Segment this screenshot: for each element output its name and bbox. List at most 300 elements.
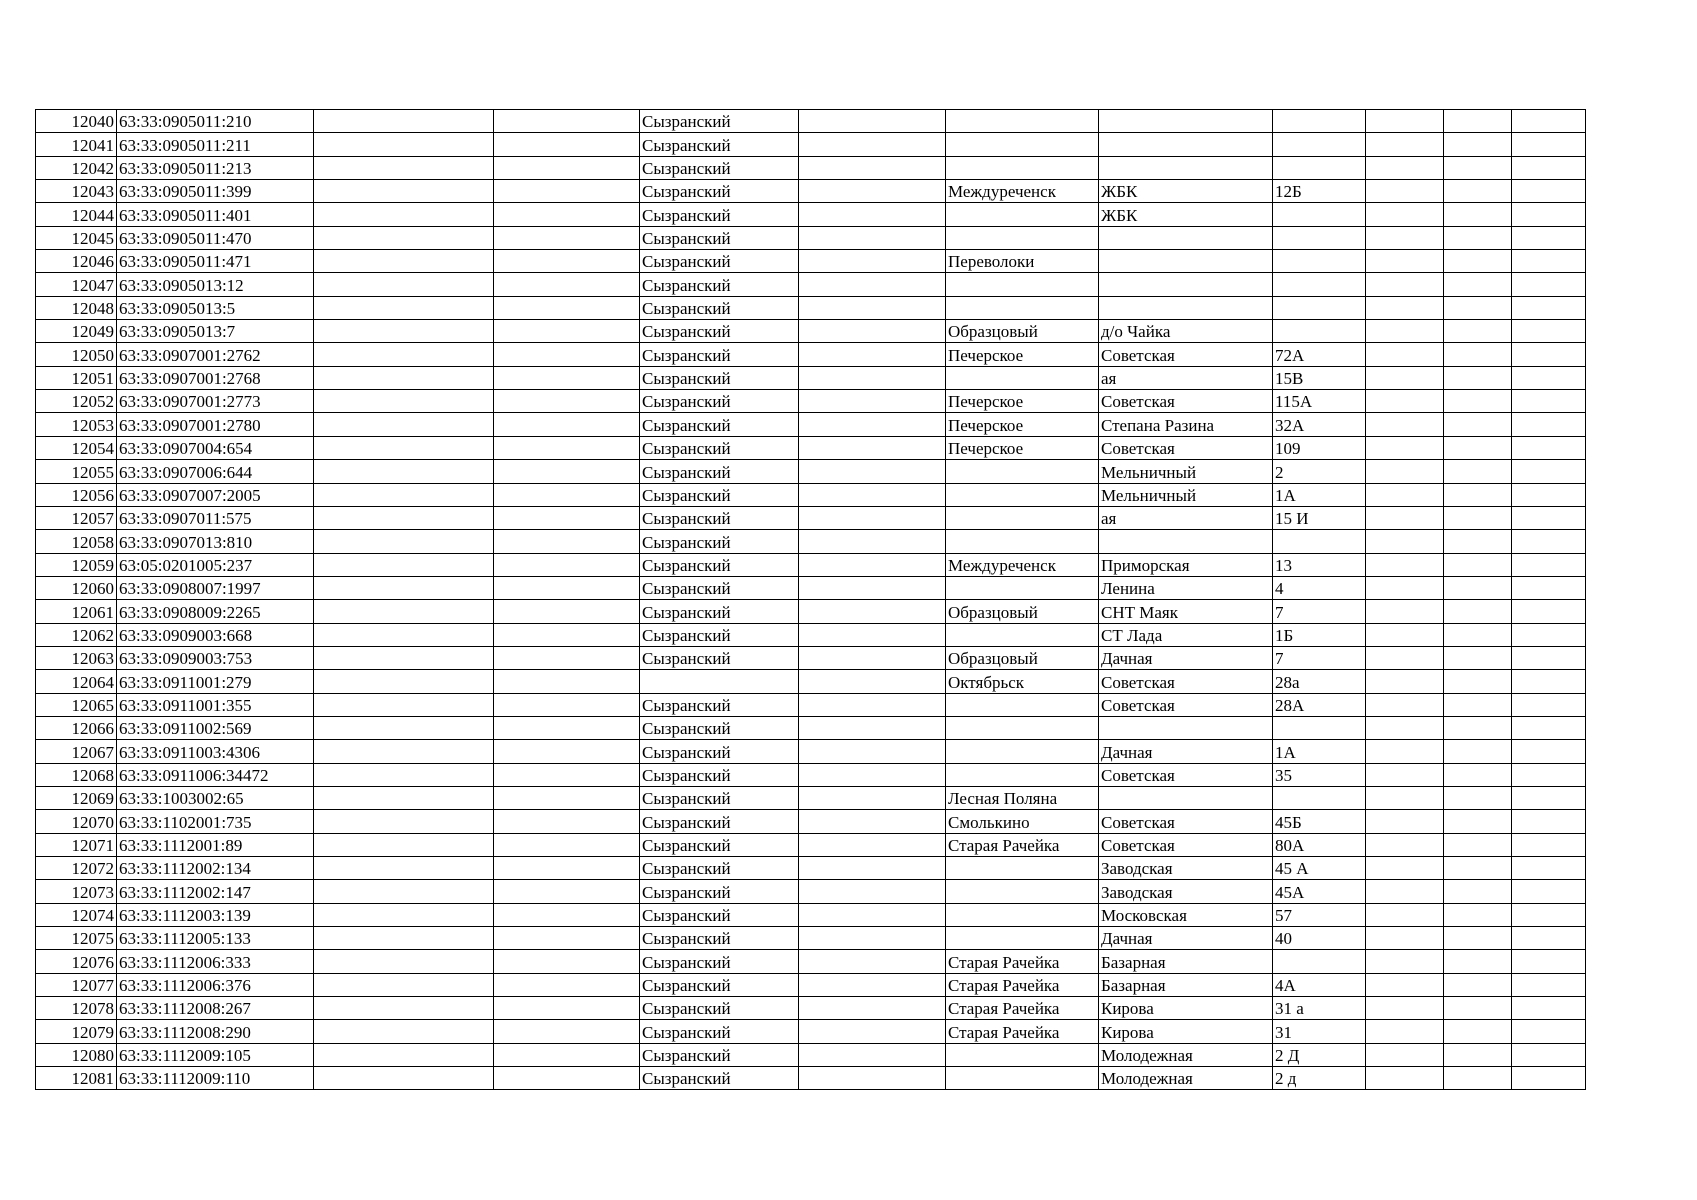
empty-column-cell xyxy=(799,180,946,203)
house-number-cell: 28А xyxy=(1273,693,1366,716)
district-cell: Сызранский xyxy=(640,763,799,786)
empty-column-cell xyxy=(1512,553,1586,576)
street-cell: ЖБК xyxy=(1099,180,1273,203)
empty-column-cell xyxy=(1444,670,1512,693)
empty-column-cell xyxy=(799,786,946,809)
row-number-cell: 12078 xyxy=(36,997,117,1020)
house-number-cell: 12Б xyxy=(1273,180,1366,203)
table-row xyxy=(36,903,1586,926)
house-number-cell xyxy=(1273,530,1366,553)
empty-column-cell xyxy=(799,927,946,950)
house-number-cell: 28а xyxy=(1273,670,1366,693)
district-cell: Сызранский xyxy=(640,530,799,553)
locality-cell: Смолькино xyxy=(946,810,1099,833)
row-number-cell: 12042 xyxy=(36,156,117,179)
locality-cell xyxy=(946,1043,1099,1066)
empty-column-cell xyxy=(494,436,640,459)
district-cell: Сызранский xyxy=(640,460,799,483)
empty-column-cell xyxy=(1366,110,1444,133)
empty-column-cell xyxy=(1444,320,1512,343)
table-row xyxy=(36,576,1586,599)
row-number-cell: 12070 xyxy=(36,810,117,833)
row-number-cell: 12061 xyxy=(36,600,117,623)
empty-column-cell xyxy=(1512,226,1586,249)
empty-column-cell xyxy=(1512,880,1586,903)
locality-cell xyxy=(946,857,1099,880)
locality-cell: Образцовый xyxy=(946,600,1099,623)
row-number-cell: 12074 xyxy=(36,903,117,926)
empty-column-cell xyxy=(1444,553,1512,576)
cadastral-number-cell: 63:33:1112008:267 xyxy=(117,997,314,1020)
empty-column-cell xyxy=(494,180,640,203)
empty-column-cell xyxy=(314,973,494,996)
district-cell: Сызранский xyxy=(640,600,799,623)
locality-cell xyxy=(946,903,1099,926)
table-row xyxy=(36,833,1586,856)
house-number-cell xyxy=(1273,203,1366,226)
locality-cell xyxy=(946,366,1099,389)
empty-column-cell xyxy=(799,1043,946,1066)
empty-column-cell xyxy=(494,530,640,553)
empty-column-cell xyxy=(1444,880,1512,903)
empty-column-cell xyxy=(1366,390,1444,413)
house-number-cell: 1Б xyxy=(1273,623,1366,646)
table-row xyxy=(36,413,1586,436)
locality-cell: Печерское xyxy=(946,343,1099,366)
empty-column-cell xyxy=(1512,413,1586,436)
district-cell: Сызранский xyxy=(640,646,799,669)
house-number-cell: 45А xyxy=(1273,880,1366,903)
street-cell: Московская xyxy=(1099,903,1273,926)
empty-column-cell xyxy=(1444,180,1512,203)
row-number-cell: 12046 xyxy=(36,250,117,273)
district-cell: Сызранский xyxy=(640,390,799,413)
locality-cell xyxy=(946,576,1099,599)
empty-column-cell xyxy=(314,810,494,833)
empty-column-cell xyxy=(1366,716,1444,739)
empty-column-cell xyxy=(1512,110,1586,133)
empty-column-cell xyxy=(494,320,640,343)
empty-column-cell xyxy=(314,997,494,1020)
locality-cell: Старая Рачейка xyxy=(946,973,1099,996)
empty-column-cell xyxy=(314,927,494,950)
cadastral-number-cell: 63:33:0911001:279 xyxy=(117,670,314,693)
empty-column-cell xyxy=(799,250,946,273)
table-row xyxy=(36,997,1586,1020)
cadastral-number-cell: 63:33:0905011:399 xyxy=(117,180,314,203)
empty-column-cell xyxy=(799,763,946,786)
empty-column-cell xyxy=(1366,670,1444,693)
empty-column-cell xyxy=(1366,296,1444,319)
district-cell: Сызранский xyxy=(640,997,799,1020)
empty-column-cell xyxy=(494,343,640,366)
district-cell: Сызранский xyxy=(640,320,799,343)
row-number-cell: 12081 xyxy=(36,1067,117,1090)
locality-cell xyxy=(946,460,1099,483)
house-number-cell: 57 xyxy=(1273,903,1366,926)
empty-column-cell xyxy=(799,273,946,296)
empty-column-cell xyxy=(1366,763,1444,786)
empty-column-cell xyxy=(1512,180,1586,203)
district-cell: Сызранский xyxy=(640,716,799,739)
empty-column-cell xyxy=(1366,553,1444,576)
empty-column-cell xyxy=(1512,973,1586,996)
empty-column-cell xyxy=(314,110,494,133)
cadastral-number-cell: 63:33:1112003:139 xyxy=(117,903,314,926)
empty-column-cell xyxy=(1444,950,1512,973)
cadastral-number-cell: 63:33:1112006:376 xyxy=(117,973,314,996)
district-cell: Сызранский xyxy=(640,250,799,273)
locality-cell xyxy=(946,716,1099,739)
house-number-cell: 31 а xyxy=(1273,997,1366,1020)
empty-column-cell xyxy=(1366,950,1444,973)
locality-cell xyxy=(946,226,1099,249)
empty-column-cell xyxy=(494,833,640,856)
empty-column-cell xyxy=(1444,927,1512,950)
locality-cell: Печерское xyxy=(946,413,1099,436)
empty-column-cell xyxy=(494,880,640,903)
house-number-cell: 72А xyxy=(1273,343,1366,366)
empty-column-cell xyxy=(1512,133,1586,156)
empty-column-cell xyxy=(1366,460,1444,483)
empty-column-cell xyxy=(1512,366,1586,389)
empty-column-cell xyxy=(1444,786,1512,809)
empty-column-cell xyxy=(1512,927,1586,950)
table-row xyxy=(36,366,1586,389)
cadastral-number-cell: 63:33:0911006:34472 xyxy=(117,763,314,786)
empty-column-cell xyxy=(494,203,640,226)
row-number-cell: 12052 xyxy=(36,390,117,413)
table-row xyxy=(36,320,1586,343)
table-row xyxy=(36,857,1586,880)
empty-column-cell xyxy=(1366,156,1444,179)
empty-column-cell xyxy=(799,740,946,763)
empty-column-cell xyxy=(314,343,494,366)
house-number-cell: 2 xyxy=(1273,460,1366,483)
empty-column-cell xyxy=(1512,296,1586,319)
table-row xyxy=(36,693,1586,716)
locality-cell: Печерское xyxy=(946,390,1099,413)
empty-column-cell xyxy=(1366,133,1444,156)
empty-column-cell xyxy=(494,273,640,296)
empty-column-cell xyxy=(1512,950,1586,973)
empty-column-cell xyxy=(1512,506,1586,529)
locality-cell xyxy=(946,763,1099,786)
empty-column-cell xyxy=(799,343,946,366)
empty-column-cell xyxy=(1512,203,1586,226)
cadastral-number-cell: 63:33:0905011:401 xyxy=(117,203,314,226)
street-cell: Степана Разина xyxy=(1099,413,1273,436)
empty-column-cell xyxy=(494,156,640,179)
row-number-cell: 12060 xyxy=(36,576,117,599)
empty-column-cell xyxy=(1512,786,1586,809)
district-cell: Сызранский xyxy=(640,1043,799,1066)
empty-column-cell xyxy=(1366,997,1444,1020)
house-number-cell xyxy=(1273,786,1366,809)
house-number-cell: 80А xyxy=(1273,833,1366,856)
empty-column-cell xyxy=(1444,296,1512,319)
empty-column-cell xyxy=(494,506,640,529)
cadastral-number-cell: 63:33:0907001:2768 xyxy=(117,366,314,389)
table-row xyxy=(36,156,1586,179)
empty-column-cell xyxy=(1366,693,1444,716)
locality-cell xyxy=(946,156,1099,179)
empty-column-cell xyxy=(1444,740,1512,763)
cadastral-number-cell: 63:33:0905013:5 xyxy=(117,296,314,319)
row-number-cell: 12050 xyxy=(36,343,117,366)
district-cell: Сызранский xyxy=(640,366,799,389)
empty-column-cell xyxy=(494,390,640,413)
empty-column-cell xyxy=(314,250,494,273)
empty-column-cell xyxy=(1444,436,1512,459)
empty-column-cell xyxy=(494,600,640,623)
cadastral-number-cell: 63:33:0907001:2773 xyxy=(117,390,314,413)
empty-column-cell xyxy=(1444,226,1512,249)
street-cell: Молодежная xyxy=(1099,1043,1273,1066)
house-number-cell xyxy=(1273,716,1366,739)
empty-column-cell xyxy=(314,950,494,973)
empty-column-cell xyxy=(1366,1067,1444,1090)
empty-column-cell xyxy=(1366,857,1444,880)
empty-column-cell xyxy=(1512,1043,1586,1066)
empty-column-cell xyxy=(1512,646,1586,669)
empty-column-cell xyxy=(494,950,640,973)
cadastral-number-cell: 63:33:1112009:105 xyxy=(117,1043,314,1066)
empty-column-cell xyxy=(799,903,946,926)
table-row xyxy=(36,530,1586,553)
empty-column-cell xyxy=(1366,973,1444,996)
district-cell: Сызранский xyxy=(640,436,799,459)
street-cell: Дачная xyxy=(1099,927,1273,950)
table-row xyxy=(36,296,1586,319)
cadastral-number-cell: 63:33:1102001:735 xyxy=(117,810,314,833)
row-number-cell: 12045 xyxy=(36,226,117,249)
empty-column-cell xyxy=(494,1020,640,1043)
district-cell: Сызранский xyxy=(640,810,799,833)
street-cell: Базарная xyxy=(1099,950,1273,973)
table-row xyxy=(36,810,1586,833)
table-row xyxy=(36,623,1586,646)
empty-column-cell xyxy=(1444,413,1512,436)
house-number-cell xyxy=(1273,320,1366,343)
cadastral-number-cell: 63:33:0907013:810 xyxy=(117,530,314,553)
row-number-cell: 12067 xyxy=(36,740,117,763)
street-cell: Советская xyxy=(1099,693,1273,716)
empty-column-cell xyxy=(494,576,640,599)
house-number-cell: 1А xyxy=(1273,483,1366,506)
empty-column-cell xyxy=(1444,763,1512,786)
empty-column-cell xyxy=(494,460,640,483)
street-cell: Советская xyxy=(1099,763,1273,786)
district-cell: Сызранский xyxy=(640,1020,799,1043)
row-number-cell: 12053 xyxy=(36,413,117,436)
district-cell: Сызранский xyxy=(640,273,799,296)
cadastral-number-cell: 63:05:0201005:237 xyxy=(117,553,314,576)
street-cell: Кирова xyxy=(1099,997,1273,1020)
house-number-cell: 115А xyxy=(1273,390,1366,413)
row-number-cell: 12077 xyxy=(36,973,117,996)
empty-column-cell xyxy=(1512,623,1586,646)
locality-cell xyxy=(946,530,1099,553)
cadastral-number-cell: 63:33:0907007:2005 xyxy=(117,483,314,506)
row-number-cell: 12054 xyxy=(36,436,117,459)
empty-column-cell xyxy=(799,530,946,553)
empty-column-cell xyxy=(494,997,640,1020)
empty-column-cell xyxy=(1366,903,1444,926)
empty-column-cell xyxy=(1444,600,1512,623)
street-cell: ая xyxy=(1099,506,1273,529)
street-cell: Советская xyxy=(1099,833,1273,856)
table-row xyxy=(36,343,1586,366)
house-number-cell xyxy=(1273,110,1366,133)
cadastral-number-cell: 63:33:0908007:1997 xyxy=(117,576,314,599)
row-number-cell: 12044 xyxy=(36,203,117,226)
empty-column-cell xyxy=(1444,273,1512,296)
empty-column-cell xyxy=(494,483,640,506)
cadastral-number-cell: 63:33:0907011:575 xyxy=(117,506,314,529)
street-cell: Советская xyxy=(1099,390,1273,413)
locality-cell xyxy=(946,133,1099,156)
empty-column-cell xyxy=(1444,973,1512,996)
row-number-cell: 12069 xyxy=(36,786,117,809)
street-cell xyxy=(1099,250,1273,273)
house-number-cell xyxy=(1273,226,1366,249)
empty-column-cell xyxy=(799,857,946,880)
empty-column-cell xyxy=(494,693,640,716)
table-row xyxy=(36,390,1586,413)
table-row xyxy=(36,460,1586,483)
empty-column-cell xyxy=(799,483,946,506)
house-number-cell: 45 А xyxy=(1273,857,1366,880)
street-cell: ая xyxy=(1099,366,1273,389)
district-cell xyxy=(640,670,799,693)
empty-column-cell xyxy=(1366,226,1444,249)
empty-column-cell xyxy=(314,716,494,739)
empty-column-cell xyxy=(1512,156,1586,179)
empty-column-cell xyxy=(1366,1020,1444,1043)
table-row xyxy=(36,763,1586,786)
table-row xyxy=(36,973,1586,996)
empty-column-cell xyxy=(1512,740,1586,763)
locality-cell: Печерское xyxy=(946,436,1099,459)
empty-column-cell xyxy=(1512,600,1586,623)
empty-column-cell xyxy=(314,320,494,343)
empty-column-cell xyxy=(799,506,946,529)
district-cell: Сызранский xyxy=(640,203,799,226)
empty-column-cell xyxy=(1444,997,1512,1020)
district-cell: Сызранский xyxy=(640,740,799,763)
empty-column-cell xyxy=(1366,413,1444,436)
empty-column-cell xyxy=(799,1020,946,1043)
cadastral-number-cell: 63:33:1112005:133 xyxy=(117,927,314,950)
empty-column-cell xyxy=(314,1043,494,1066)
empty-column-cell xyxy=(799,553,946,576)
street-cell: Дачная xyxy=(1099,646,1273,669)
empty-column-cell xyxy=(1512,436,1586,459)
cadastral-number-cell: 63:33:0905011:213 xyxy=(117,156,314,179)
empty-column-cell xyxy=(799,1067,946,1090)
table-row xyxy=(36,950,1586,973)
table-row xyxy=(36,203,1586,226)
cadastral-number-cell: 63:33:0907004:654 xyxy=(117,436,314,459)
house-number-cell xyxy=(1273,950,1366,973)
empty-column-cell xyxy=(799,623,946,646)
empty-column-cell xyxy=(314,436,494,459)
cadastral-number-cell: 63:33:0909003:753 xyxy=(117,646,314,669)
street-cell: Ленина xyxy=(1099,576,1273,599)
empty-column-cell xyxy=(1444,857,1512,880)
table-row xyxy=(36,1067,1586,1090)
empty-column-cell xyxy=(799,460,946,483)
empty-column-cell xyxy=(314,1020,494,1043)
empty-column-cell xyxy=(799,436,946,459)
empty-column-cell xyxy=(1512,1020,1586,1043)
empty-column-cell xyxy=(314,880,494,903)
empty-column-cell xyxy=(314,857,494,880)
district-cell: Сызранский xyxy=(640,880,799,903)
empty-column-cell xyxy=(494,250,640,273)
empty-column-cell xyxy=(494,716,640,739)
locality-cell: Октябрьск xyxy=(946,670,1099,693)
table-row xyxy=(36,740,1586,763)
row-number-cell: 12043 xyxy=(36,180,117,203)
row-number-cell: 12066 xyxy=(36,716,117,739)
district-cell: Сызранский xyxy=(640,413,799,436)
empty-column-cell xyxy=(314,366,494,389)
house-number-cell: 4 xyxy=(1273,576,1366,599)
empty-column-cell xyxy=(314,156,494,179)
empty-column-cell xyxy=(1512,857,1586,880)
row-number-cell: 12057 xyxy=(36,506,117,529)
locality-cell: Междуреченск xyxy=(946,180,1099,203)
empty-column-cell xyxy=(799,646,946,669)
empty-column-cell xyxy=(799,693,946,716)
empty-column-cell xyxy=(314,623,494,646)
district-cell: Сызранский xyxy=(640,786,799,809)
table-row xyxy=(36,646,1586,669)
empty-column-cell xyxy=(1512,530,1586,553)
table-row xyxy=(36,110,1586,133)
table-row xyxy=(36,716,1586,739)
empty-column-cell xyxy=(1512,670,1586,693)
cadastral-number-cell: 63:33:0905011:470 xyxy=(117,226,314,249)
street-cell xyxy=(1099,296,1273,319)
row-number-cell: 12073 xyxy=(36,880,117,903)
empty-column-cell xyxy=(799,600,946,623)
empty-column-cell xyxy=(1512,693,1586,716)
locality-cell xyxy=(946,623,1099,646)
empty-column-cell xyxy=(799,156,946,179)
empty-column-cell xyxy=(1444,460,1512,483)
locality-cell xyxy=(946,110,1099,133)
district-cell: Сызранский xyxy=(640,903,799,926)
empty-column-cell xyxy=(494,973,640,996)
empty-column-cell xyxy=(1366,623,1444,646)
empty-column-cell xyxy=(1444,576,1512,599)
table-row xyxy=(36,927,1586,950)
cadastral-number-cell: 63:33:0911001:355 xyxy=(117,693,314,716)
empty-column-cell xyxy=(314,693,494,716)
house-number-cell xyxy=(1273,133,1366,156)
empty-column-cell xyxy=(494,553,640,576)
empty-column-cell xyxy=(1444,530,1512,553)
row-number-cell: 12051 xyxy=(36,366,117,389)
empty-column-cell xyxy=(799,366,946,389)
empty-column-cell xyxy=(1512,810,1586,833)
table-row xyxy=(36,226,1586,249)
cadastral-number-cell: 63:33:0911002:569 xyxy=(117,716,314,739)
locality-cell: Лесная Поляна xyxy=(946,786,1099,809)
